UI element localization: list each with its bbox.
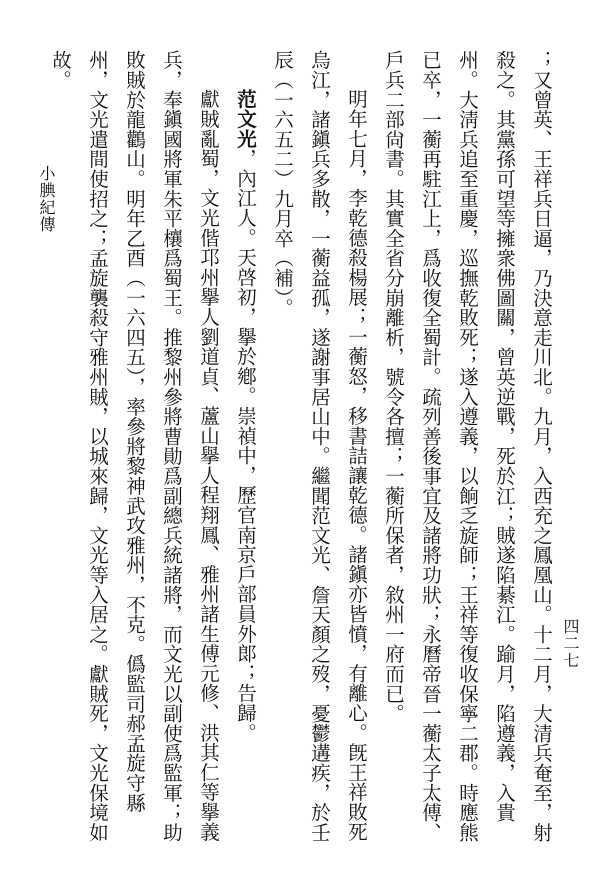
paragraph-fan-wenguang [227,50,264,850]
paragraph-continuation: ；又曾英、王祥兵日逼，乃決意走川北。九月，入西充之鳳凰山。十二月，大清兵奄至，射殺之。其黨孫可望等擁衆佛圖關，曾英逆戰，死於江；賊遂陷綦江。踰月，陷遵義，入貴州。大淸兵追至重慶，巡撫乾敗死；遂入遵義，以餉乏旋師；王祥等復收保寧二郡。時應熊已卒，一蘅再駐江上，爲收復全蜀計。疏列善後事宜及諸將功狀；永曆帝晉一蘅太子太傅、戶兵二部尙書。其實全省分崩離析，號令各擅；一蘅所保者，敘州一府而已。 [382,50,553,842]
person-heading: 范文光 [234,89,257,149]
paragraph-text: ，內江人。天啓初，擧於鄕。崇禎中，歷官南京戶部員外郞；告歸。 [234,148,257,743]
paragraph: 獻賊亂蜀，文光偕邛州擧人劉道貞、蘆山擧人程翔鳳、雅州諸生傅元修、洪其仁等擧義兵，奉鎭國將軍朱平欀爲蜀王。推黎州參將曹勛爲副總兵統諸將，而文光以副使爲監軍；助敗賊於龍鸛山。明年乙酉（一六四五），率參將黎神武攻雅州，不克。僞監司郝孟旋守縣州，文光遣間使招之；孟旋襲殺守雅州賊，以城來歸，文光等入居之。獻賊死，文光保境如故。 [49,50,220,842]
running-title: 小腆紀傳 [37,165,56,233]
body-text [49,50,560,850]
paragraph: 明年七月，李乾德殺楊展；一蘅怒，移書詰讓乾德。諸鎭亦皆憤，有離心。旣王祥敗死烏江，諸鎭兵多散，一蘅益孤，遂謝事居山中。繼聞范文光、詹天顏之歿，憂鬱遘疾，於壬辰（一六五二）九月卒（補）。 [271,50,368,842]
page-number: 四二七 [561,618,580,669]
